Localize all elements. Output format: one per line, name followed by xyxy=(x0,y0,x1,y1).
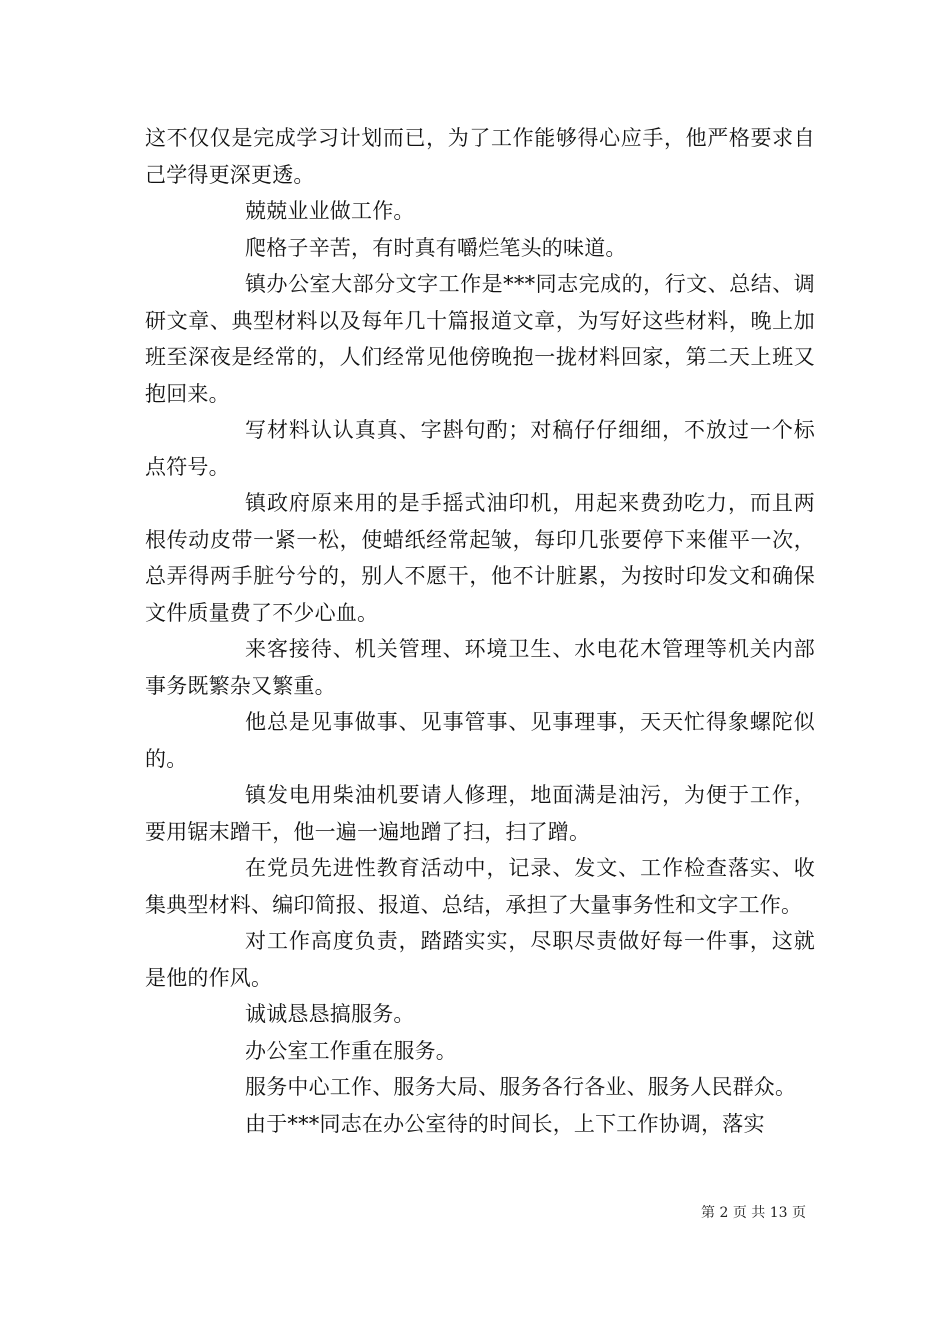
paragraph-1: 这不仅仅是完成学习计划而已，为了工作能够得心应手，他严格要求自己学得更深更透。 xyxy=(145,126,815,187)
paragraph-10: 在党员先进性教育活动中，记录、发文、工作检查落实、收集典型材料、编印简报、报道、总结，承担了大量事务性和文字工作。 xyxy=(145,856,815,917)
paragraph-5: 写材料认认真真、字斟句酌；对稿仔仔细细，不放过一个标点符号。 xyxy=(145,418,815,479)
page-number-footer: 第 2 页 共 13 页 xyxy=(701,1205,806,1221)
paragraph-2: 兢兢业业做工作。 xyxy=(245,199,415,223)
paragraph-13: 办公室工作重在服务。 xyxy=(245,1038,457,1063)
paragraph-3: 爬格子辛苦，有时真有嚼烂笔头的味道。 xyxy=(245,235,627,260)
paragraph-4: 镇办公室大部分文字工作是***同志完成的，行文、总结、调研文章、典型材料以及每年几十篇报道文章，为写好这些材料，晚上加班至深夜是经常的，人们经常见他傍晚抱一拢材料回家，第二天上班又抱回来。 xyxy=(145,272,815,406)
document-body xyxy=(145,120,815,1142)
paragraph-12: 诚诚恳恳搞服务。 xyxy=(245,1002,415,1026)
paragraph-7: 来客接待、机关管理、环境卫生、水电花木管理等机关内部事务既繁杂又繁重。 xyxy=(145,637,815,698)
paragraph-6: 镇政府原来用的是手摇式油印机，用起来费劲吃力，而且两根传动皮带一紧一松，使蜡纸经常起皱，每印几张要停下来催平一次，总弄得两手脏兮兮的，别人不愿干，他不计脏累，为按时印发文和确保文件质量费了不少心血。 xyxy=(145,491,815,625)
paragraph-14: 服务中心工作、服务大局、服务各行各业、服务人民群众。 xyxy=(245,1075,797,1099)
paragraph-8: 他总是见事做事、见事管事、见事理事，天天忙得象螺陀似的。 xyxy=(145,710,815,771)
paragraph-11: 对工作高度负责，踏踏实实，尽职尽责做好每一件事，这就是他的作风。 xyxy=(145,929,815,990)
paragraph-9: 镇发电用柴油机要请人修理，地面满是油污，为便于工作，要用锯末蹭干，他一遍一遍地蹭了扫，扫了蹭。 xyxy=(145,783,815,844)
paragraph-15: 由于***同志在办公室待的时间长，上下工作协调，落实 xyxy=(245,1111,765,1136)
